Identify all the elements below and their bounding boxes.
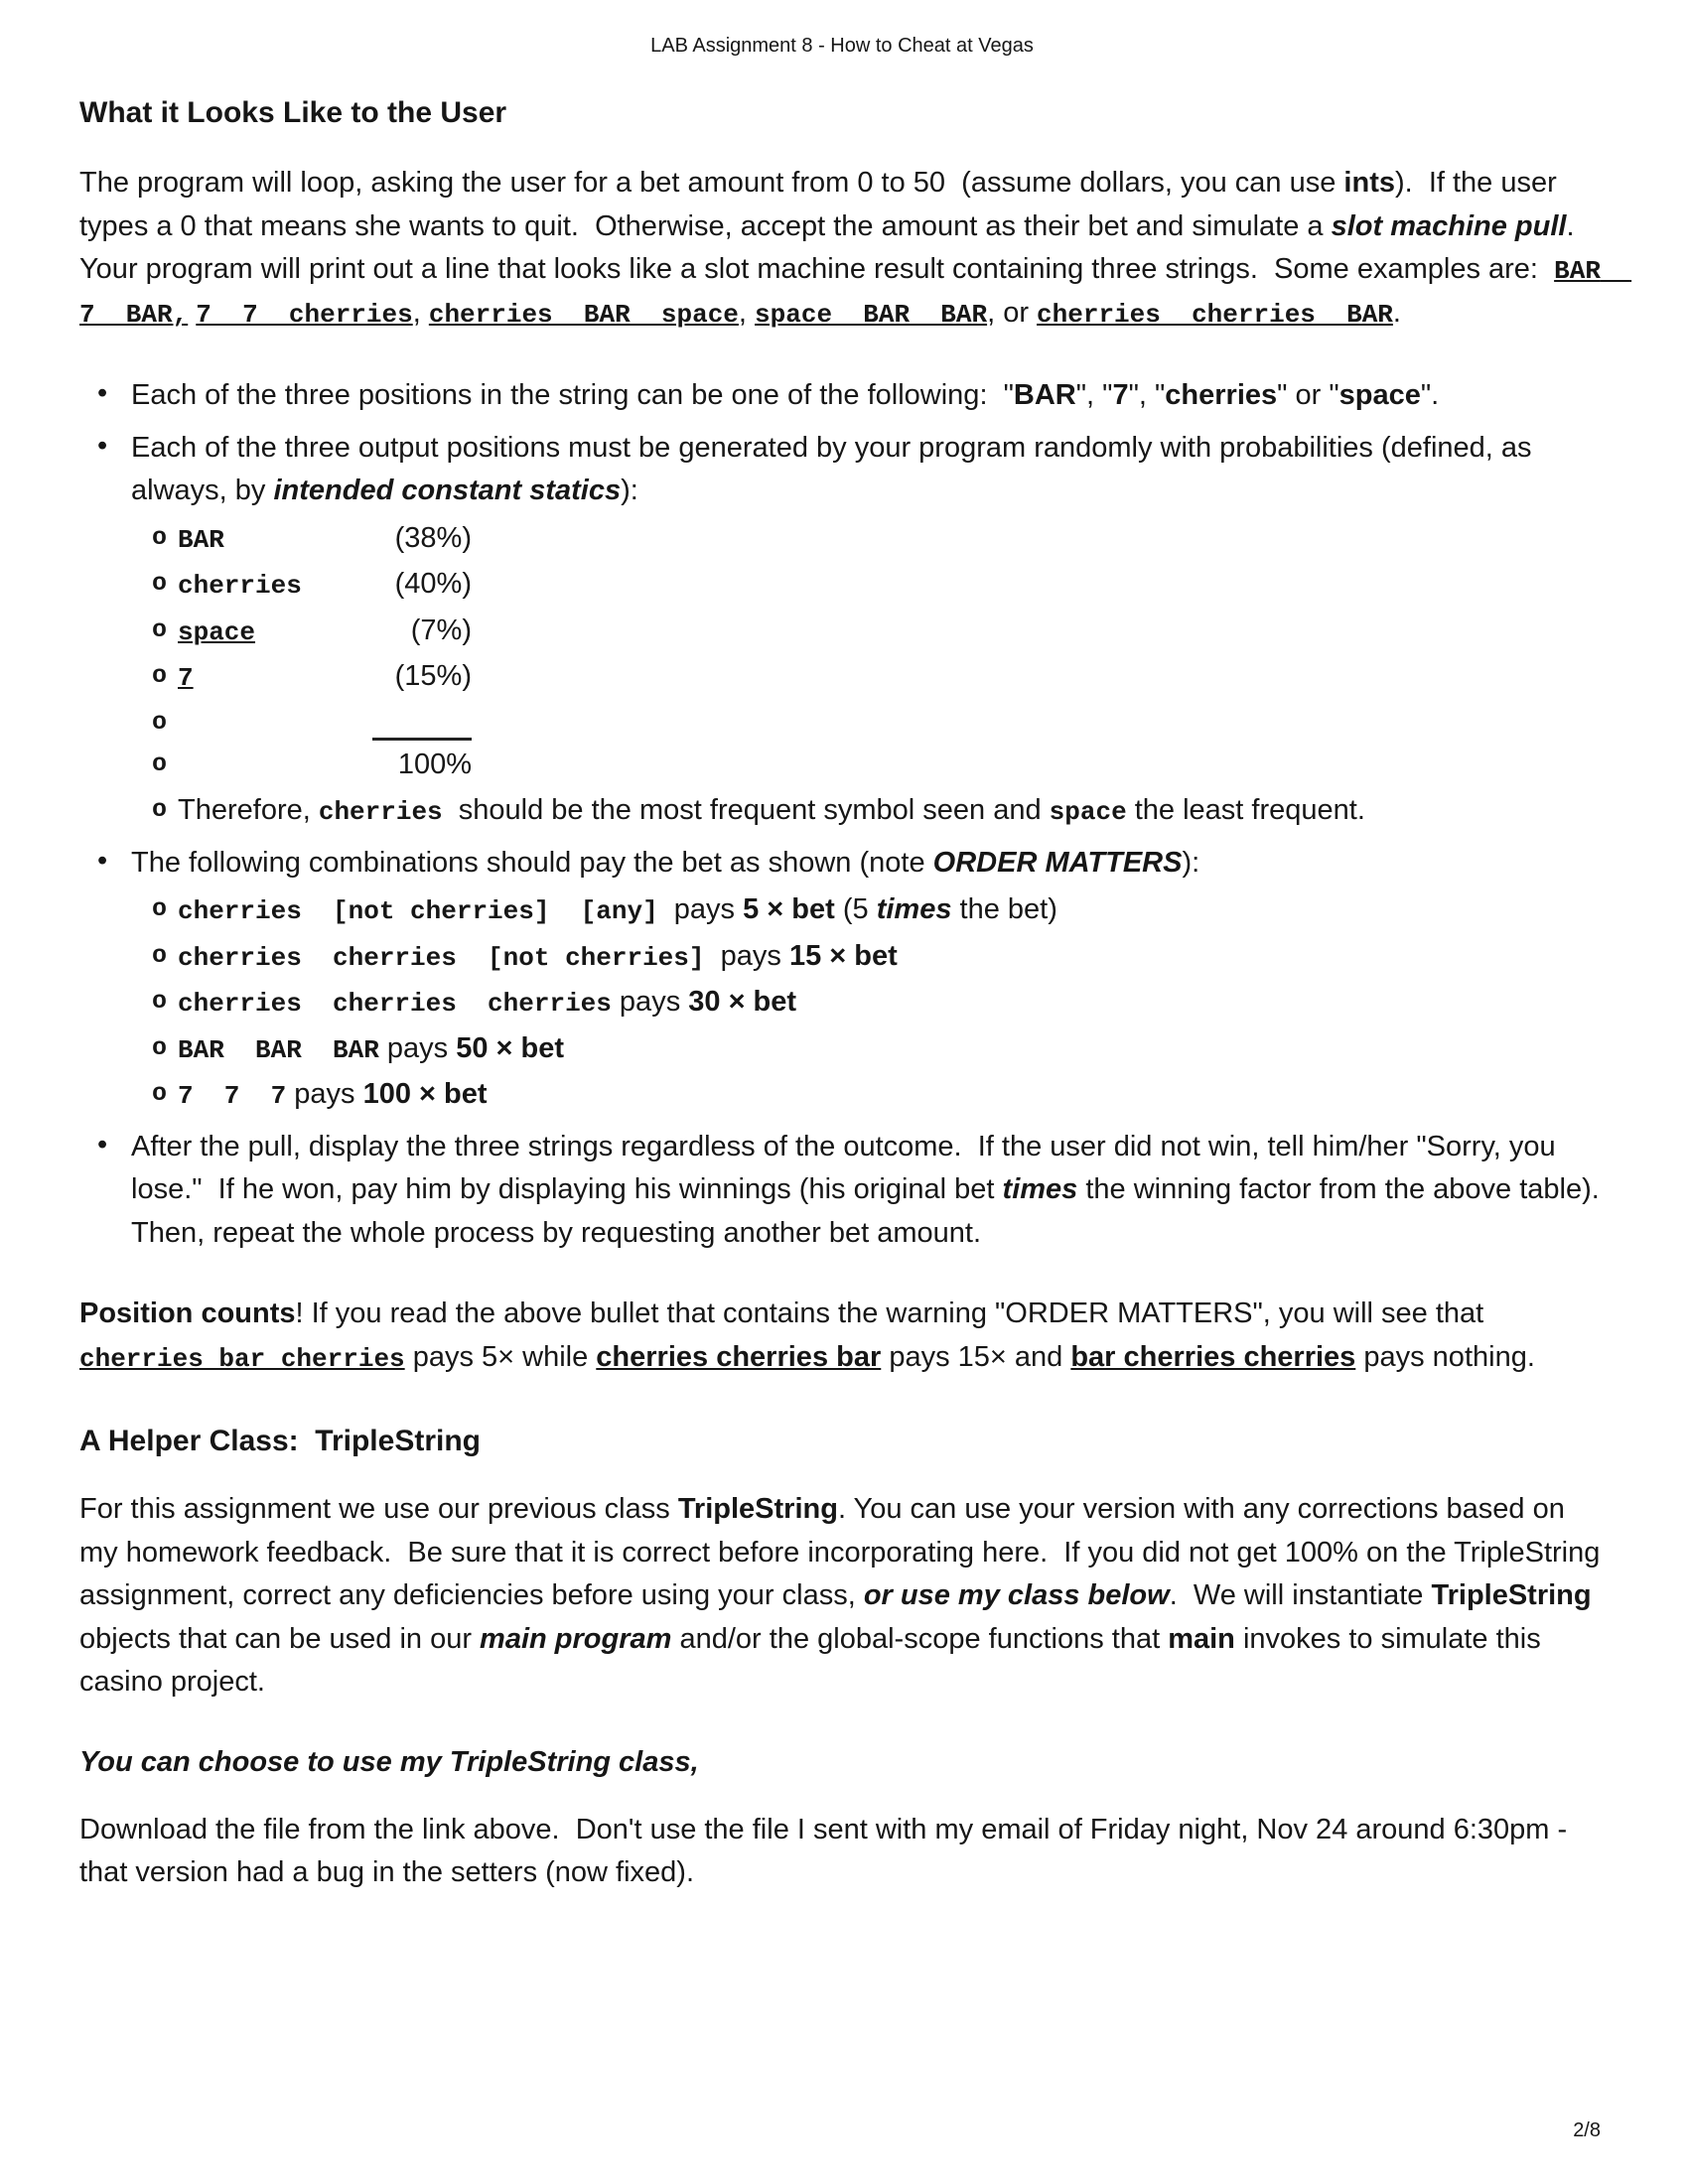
probability-value: (7%) bbox=[410, 614, 472, 646]
text-run: the winning factor from the above table). Then, repeat the whole process by requesting another bet amount. bbox=[131, 1173, 1616, 1249]
text-run: pays 5× while bbox=[404, 1340, 597, 1373]
bullet-item-after-pull bbox=[95, 1126, 1616, 1256]
sum-divider-line bbox=[372, 702, 472, 741]
payout-list bbox=[152, 888, 1605, 1117]
text-run: cherries cherries [not cherries] bbox=[178, 942, 705, 973]
text-run: , or bbox=[987, 296, 1038, 329]
text-run: cherries bar cherries bbox=[79, 1343, 405, 1374]
text-run: space BAR BAR bbox=[755, 299, 988, 330]
section-heading-user-view: What it Looks Like to the User bbox=[79, 96, 507, 129]
probability-note bbox=[152, 789, 1605, 833]
text-run: or use my class below bbox=[863, 1579, 1170, 1611]
text-run: the least frequent. bbox=[1126, 794, 1365, 826]
bullet-text bbox=[131, 1131, 1615, 1249]
bullet-item-probabilities bbox=[95, 427, 1605, 833]
text-run: main program bbox=[480, 1622, 672, 1655]
text-run: BAR bbox=[178, 524, 224, 555]
text-run: Each of the three output positions must be generated by your program randomly with probabilities (defined, as always, by bbox=[131, 431, 1540, 506]
main-bullet-list bbox=[95, 374, 1616, 1255]
text-run: ints bbox=[1343, 167, 1395, 199]
text-run: ", " bbox=[1128, 379, 1166, 411]
text-run: . We will instantiate bbox=[1169, 1579, 1432, 1611]
text-run: ): bbox=[621, 475, 638, 506]
text-run: For this assignment we use our previous class bbox=[79, 1493, 678, 1525]
text-run: pays bbox=[657, 893, 744, 925]
note-text bbox=[178, 794, 1365, 826]
text-run: bar cherries cherries bbox=[1070, 1340, 1356, 1373]
text-run: After the pull, display the three strings regardless of the outcome. If the user did not win, tell him/her "Sorry, you lose." If he won, pay him by displaying his winnings (his original bet bbox=[131, 1130, 1564, 1205]
text-run: 15 × bet bbox=[788, 939, 898, 972]
probability-value: (15%) bbox=[394, 660, 472, 692]
text-run: ). If the user types a 0 that means she wants to quit. Otherwise, accept the amount as their bet and simulate a bbox=[79, 167, 1565, 242]
text-run: Each of the three positions in the string can be one of the following: " bbox=[131, 379, 1014, 411]
text-run: 7 bbox=[178, 663, 194, 693]
bullet-text bbox=[131, 379, 1439, 411]
text-run: , bbox=[412, 296, 429, 329]
payout-text bbox=[178, 893, 1057, 925]
payout-item-triple-seven bbox=[152, 1073, 1605, 1117]
text-run: cherries cherries bar bbox=[596, 1340, 882, 1373]
page-header-title: LAB Assignment 8 - How to Cheat at Vegas bbox=[650, 35, 1034, 57]
probability-label bbox=[178, 563, 372, 607]
page-number: 2/8 bbox=[1573, 2119, 1601, 2141]
text-run: intended constant statics bbox=[273, 475, 622, 506]
text-run: Therefore, bbox=[178, 794, 319, 826]
text-run: 100 × bet bbox=[362, 1078, 488, 1110]
text-run: . Your program will print out a line that looks like a slot machine result containing three strings. Some examples are: bbox=[79, 209, 1591, 285]
text-run: The program will loop, asking the user for a bet amount from 0 to 50 (assume dollars, you can use bbox=[79, 167, 1344, 199]
text-run: ". bbox=[1420, 379, 1440, 411]
probability-label bbox=[178, 517, 372, 561]
text-run: pays bbox=[286, 1078, 363, 1110]
text-run: main bbox=[1168, 1622, 1235, 1655]
text-run: TripleString bbox=[1431, 1579, 1592, 1611]
text-run: ! If you read the above bullet that contains the warning "ORDER MATTERS", you will see that bbox=[295, 1297, 1492, 1329]
text-run: ORDER MATTERS bbox=[932, 846, 1183, 879]
text-run: pays 15× and bbox=[881, 1340, 1071, 1373]
probability-row-space bbox=[152, 610, 1605, 653]
text-run: pays bbox=[611, 986, 689, 1018]
payout-text bbox=[178, 986, 796, 1018]
text-run: . bbox=[1392, 296, 1401, 329]
text-run: 7 7 cherries bbox=[196, 299, 413, 330]
payout-item-single-cherry bbox=[152, 888, 1605, 932]
payout-item-double-cherry bbox=[152, 935, 1605, 979]
text-run: BAR 7 BAR, bbox=[79, 256, 1632, 330]
text-run: times bbox=[1002, 1173, 1078, 1205]
probability-row-bar bbox=[152, 517, 1605, 561]
text-run: . You can use your version with any corrections based on my homework feedback. Be sure that it is correct before incorporating here. If you did not get 100% on the TripleString assignment, correct any deficiencies before using your class, bbox=[79, 1493, 1609, 1611]
text-run: pays bbox=[704, 939, 789, 972]
text-run: ): bbox=[1182, 846, 1200, 879]
probability-value: (40%) bbox=[394, 568, 472, 600]
text-run: Position counts bbox=[79, 1297, 296, 1329]
probability-label bbox=[178, 610, 372, 653]
bullet-item-payouts bbox=[95, 842, 1605, 1117]
paragraph-download: Download the file from the link above. Don't use the file I sent with my email of Friday night, Nov 24 around 6:30pm - that version had a bug in the setters (now fixed). bbox=[79, 1813, 1576, 1888]
heading-helper-class: A Helper Class: TripleString bbox=[79, 1425, 481, 1457]
text-run: (5 bbox=[834, 893, 877, 925]
text-run: should be the most frequent symbol seen and bbox=[442, 794, 1050, 826]
payout-item-triple-bar bbox=[152, 1027, 1605, 1071]
text-run: space bbox=[178, 616, 256, 647]
text-run: objects that can be used in our bbox=[79, 1579, 1600, 1655]
probability-value: (38%) bbox=[394, 521, 472, 554]
text-run: 50 × bet bbox=[456, 1031, 565, 1064]
text-run: times bbox=[876, 893, 952, 925]
bullet-text bbox=[131, 847, 1199, 879]
text-run: and/or the global-scope functions that bbox=[671, 1622, 1169, 1655]
text-run: cherries bbox=[1165, 379, 1278, 411]
paragraph-position-counts bbox=[79, 1293, 1605, 1379]
text-run: ", " bbox=[1075, 379, 1113, 411]
text-run: cherries [not cherries] [any] bbox=[178, 896, 658, 926]
text-run: 5 × bet bbox=[743, 893, 835, 925]
text-run: TripleString bbox=[677, 1493, 838, 1525]
paragraph-intro bbox=[79, 162, 1632, 335]
text-run: cherries bbox=[178, 571, 302, 601]
text-run: cherries cherries cherries bbox=[178, 989, 612, 1019]
heading-choose-class: You can choose to use my TripleString class, bbox=[79, 1745, 699, 1778]
payout-text bbox=[178, 1032, 564, 1064]
probability-row-cherries bbox=[152, 563, 1605, 607]
probability-sum-row bbox=[152, 702, 1605, 741]
text-run: " or " bbox=[1277, 379, 1339, 411]
text-run: cherries bbox=[318, 797, 443, 827]
paragraph-helper bbox=[79, 1488, 1609, 1705]
text-run: the bet) bbox=[951, 893, 1057, 925]
probability-row-seven bbox=[152, 655, 1605, 699]
text-run: , bbox=[738, 296, 756, 329]
bullet-text bbox=[131, 432, 1540, 507]
bullet-item-positions bbox=[95, 374, 1605, 418]
text-run: cherries BAR space bbox=[428, 299, 739, 330]
text-run: pays nothing. bbox=[1355, 1340, 1535, 1373]
text-run: pays bbox=[378, 1031, 457, 1064]
payout-text bbox=[178, 1078, 488, 1110]
text-run: BAR BAR BAR bbox=[178, 1034, 379, 1065]
text-run: 7 bbox=[1112, 379, 1129, 411]
payout-item-triple-cherry bbox=[152, 981, 1605, 1024]
text-run: cherries cherries BAR bbox=[1037, 299, 1393, 330]
text-run: space bbox=[1049, 797, 1127, 827]
text-run: 7 7 7 bbox=[178, 1081, 287, 1111]
probability-total-row bbox=[152, 744, 1605, 787]
text-run: The following combinations should pay the bet as shown (note bbox=[131, 846, 933, 879]
payout-text bbox=[178, 940, 898, 972]
probability-list bbox=[152, 517, 1605, 833]
probability-total: o 100% bbox=[397, 748, 472, 780]
text-run: invokes to simulate this casino project. bbox=[79, 1622, 1549, 1698]
text-run: BAR bbox=[1013, 379, 1076, 411]
probability-label bbox=[178, 655, 372, 699]
text-run: slot machine pull bbox=[1331, 209, 1567, 242]
text-run: space bbox=[1338, 379, 1421, 411]
text-run: 30 × bet bbox=[688, 986, 797, 1018]
